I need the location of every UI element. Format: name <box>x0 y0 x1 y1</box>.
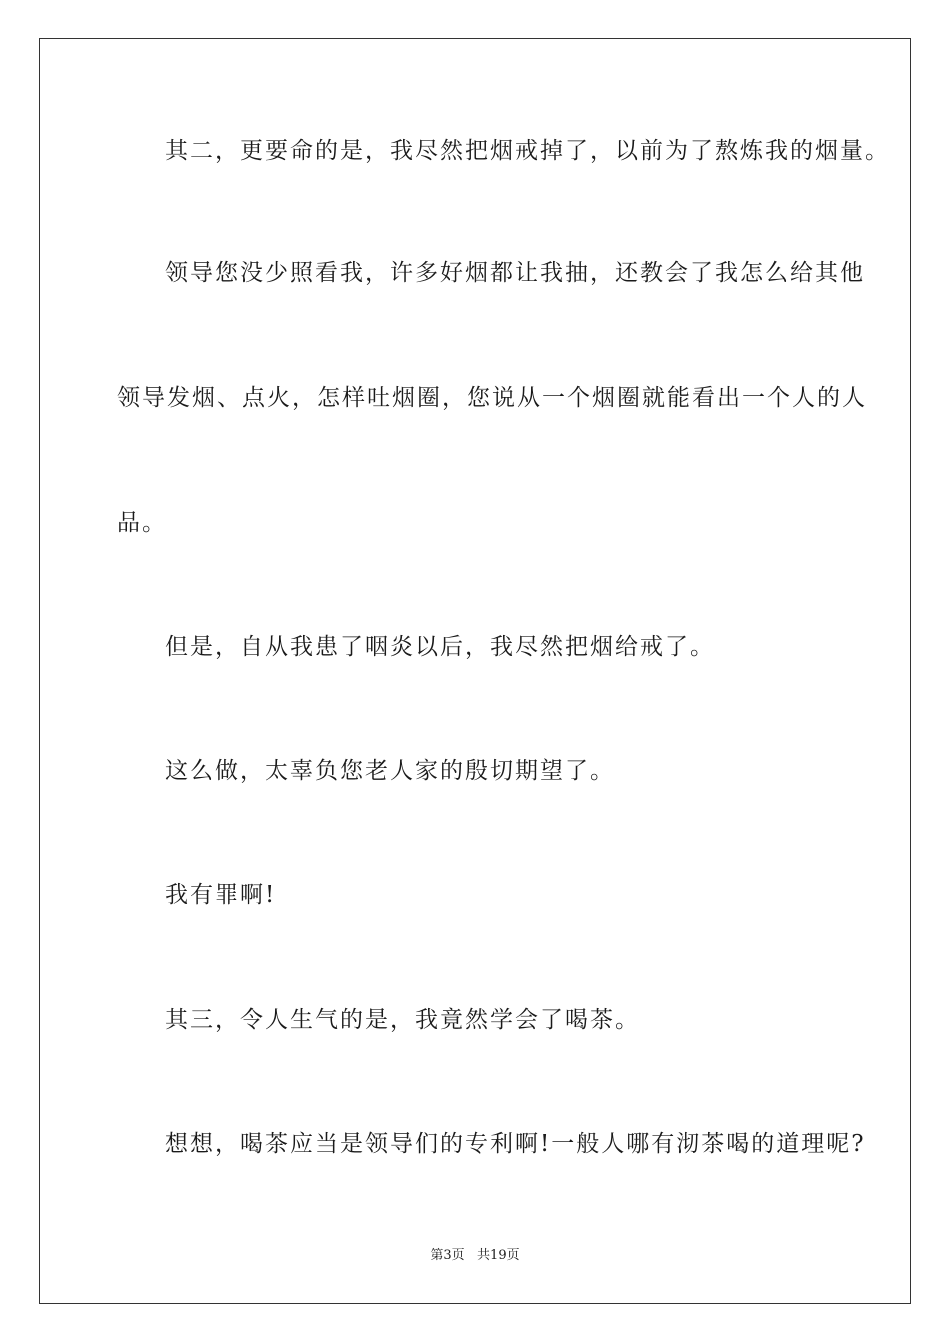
paragraph-line-9: 想想，喝茶应当是领导们的专利啊!一般人哪有沏茶喝的道理呢? <box>165 1131 866 1157</box>
paragraph-line-1: 其二，更要命的是，我尽然把烟戒掉了，以前为了熬炼我的烟量。 <box>165 138 890 164</box>
page-frame <box>39 38 911 1304</box>
page-number-footer: 第3页 共19页 <box>430 1248 520 1263</box>
paragraph-line-8: 其三，令人生气的是，我竟然学会了喝茶。 <box>165 1007 640 1033</box>
paragraph-line-5: 但是，自从我患了咽炎以后，我尽然把烟给戒了。 <box>165 634 715 660</box>
paragraph-line-3: 领导发烟、点火，怎样吐烟圈，您说从一个烟圈就能看出一个人的人 <box>117 385 867 411</box>
paragraph-line-2: 领导您没少照看我，许多好烟都让我抽，还教会了我怎么给其他 <box>165 260 865 286</box>
paragraph-line-7: 我有罪啊! <box>165 882 277 908</box>
paragraph-line-4: 品。 <box>117 510 167 536</box>
paragraph-line-6: 这么做，太辜负您老人家的殷切期望了。 <box>165 758 615 784</box>
